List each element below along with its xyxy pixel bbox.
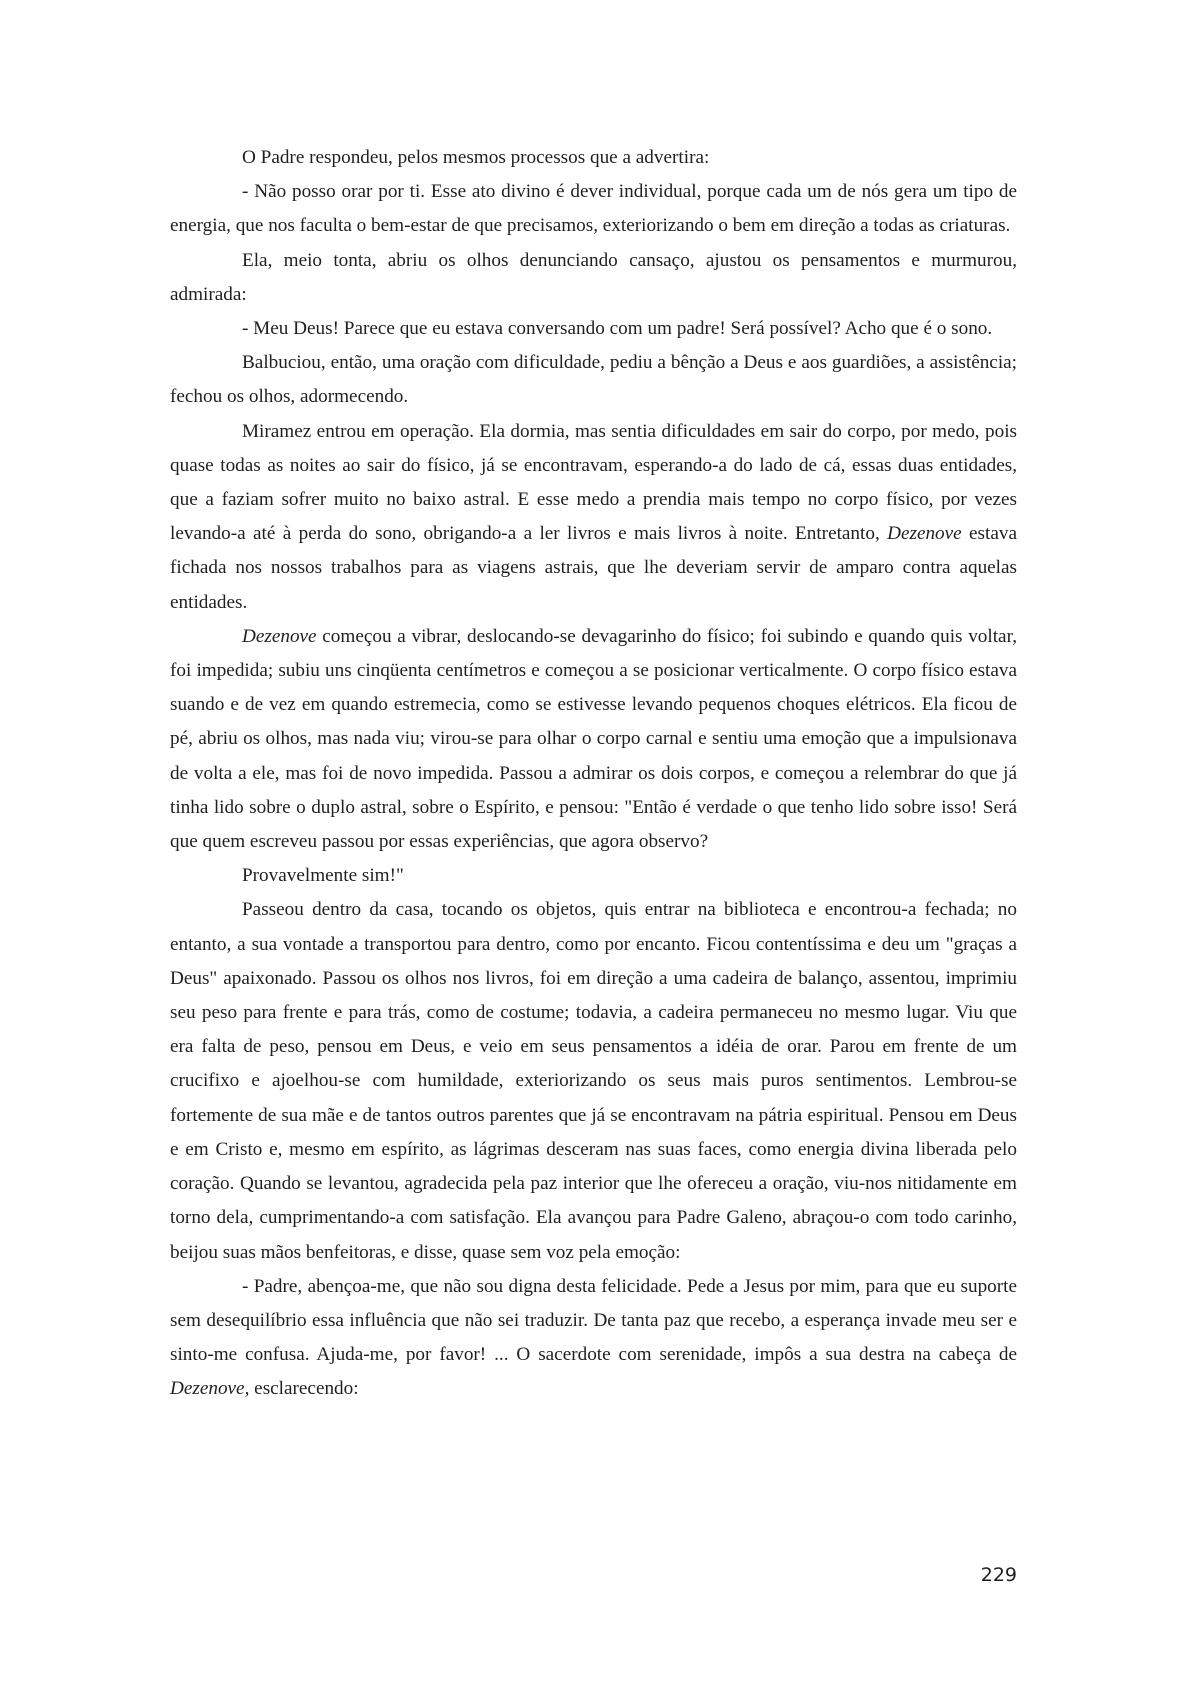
paragraph xyxy=(170,312,1017,346)
page-number: 229 xyxy=(980,1564,1017,1586)
text-run: Balbuciou, então, uma oração com dificuldade, pediu a bênção a Deus e aos guardiões, a assistência; fechou os olhos, adormecendo. xyxy=(170,352,1017,408)
text-run: - Meu Deus! Parece que eu estava conversando com um padre! Será possível? Acho que é o sono. xyxy=(242,318,993,340)
text-run: Ela, meio tonta, abriu os olhos denunciando cansaço, ajustou os pensamentos e murmurou, admirada: xyxy=(170,249,1017,305)
paragraph xyxy=(170,1270,1017,1407)
text-run: começou a vibrar, deslocando-se devagarinho do físico; foi subindo e quando quis voltar, foi impedida; subiu uns cinqüenta centímetros e começou a se posicionar verticalmente. O corpo físico estava suando e de vez em quando estremecia, como se estivesse levando pequenos choques elétricos. Ela ficou de pé, abriu os olhos, mas nada viu; virou-se para olhar o corpo carnal e sentiu uma emoção que a impulsionava de volta a ele, mas foi de novo impedida. Passou a admirar os dois corpos, e começou a relembrar do que já tinha lido sobre o duplo astral, sobre o Espírito, e pensou: "Então é verdade o que tenho lido sobre isso! Será que quem escreveu passou por essas experiências, que agora observo? xyxy=(170,625,1017,853)
text-run: O Padre respondeu, pelos mesmos processos que a advertira: xyxy=(242,147,710,168)
paragraph xyxy=(170,141,1017,175)
paragraph xyxy=(170,346,1017,414)
text-run: Miramez entrou em operação. Ela dormia, mas sentia dificuldades em sair do corpo, por medo, pois quase todas as noites ao sair do físico, já se encontravam, esperando-a do lado de cá, essas duas entidades, que a faziam sofrer muito no baixo astral. E esse medo a prendia mais tempo no corpo físico, por vezes levando-a até à perda do sono, obrigando-a a ler livros e mais livros à noite. Entretanto, xyxy=(170,420,1017,545)
italic-text-run: Dezenove xyxy=(242,625,317,647)
text-run: - Não posso orar por ti. Esse ato divino é dever individual, porque cada um de nós gera um tipo de energia, que nos faculta o bem-estar de que precisamos, exteriorizando o bem em direção a todas as criaturas. xyxy=(170,181,1017,237)
paragraph xyxy=(170,175,1017,243)
paragraph xyxy=(170,415,1017,620)
paragraph xyxy=(170,893,1017,1269)
italic-text-run: Dezenove xyxy=(887,523,962,545)
text-run: estava fichada nos nossos trabalhos para as viagens astrais, que lhe deveriam servir de amparo contra aquelas entidades. xyxy=(170,523,1017,613)
text-run: Provavelmente sim!" xyxy=(242,865,404,887)
text-run: Passeou dentro da casa, tocando os objetos, quis entrar na biblioteca e encontrou-a fechada; no entanto, a sua vontade a transportou para dentro, como por encanto. Ficou contentíssima e deu um "graças a Deus" apaixonado. Passou os olhos nos livros, foi em direção a uma cadeira de balanço, assentou, imprimiu seu peso para frente e para trás, como de costume; todavia, a cadeira permaneceu no mesmo lugar. Viu que era falta de peso, pensou em Deus, e veio em seus pensamentos a idéia de orar. Parou em frente de um crucifixo e ajoelhou-se com humildade, exteriorizando os seus mais puros sentimentos. Lembrou-se fortemente de sua mãe e de tantos outros parentes que já se encontravam na pátria espiritual. Pensou em Deus e em Cristo e, mesmo em espírito, as lágrimas desceram nas suas faces, como energia divina liberada pelo coração. Quando se levantou, agradecida pela paz interior que lhe ofereceu a oração, viu-nos nitidamente em torno dela, cumprimentando-a com satisfação. Ela avançou para Padre Galeno, abraçou-o com todo carinho, beijou suas mãos benfeitoras, e disse, quase sem voz pela emoção: xyxy=(170,899,1017,1263)
text-run: - Padre, abençoa-me, que não sou digna desta felicidade. Pede a Jesus por mim, para que eu suporte sem desequilíbrio essa influência que não sei traduzir. De tanta paz que recebo, a esperança invade meu ser e sinto-me confusa. Ajuda-me, por favor! ... O sacerdote com serenidade, impôs a sua destra na cabeça de xyxy=(170,1275,1017,1366)
paragraph xyxy=(170,620,1017,859)
paragraph xyxy=(170,244,1017,312)
italic-text-run: Dezenove, xyxy=(170,1378,250,1400)
text-run: esclarecendo: xyxy=(249,1378,359,1400)
paragraph xyxy=(170,859,1017,893)
page-body-text xyxy=(170,141,1017,1407)
